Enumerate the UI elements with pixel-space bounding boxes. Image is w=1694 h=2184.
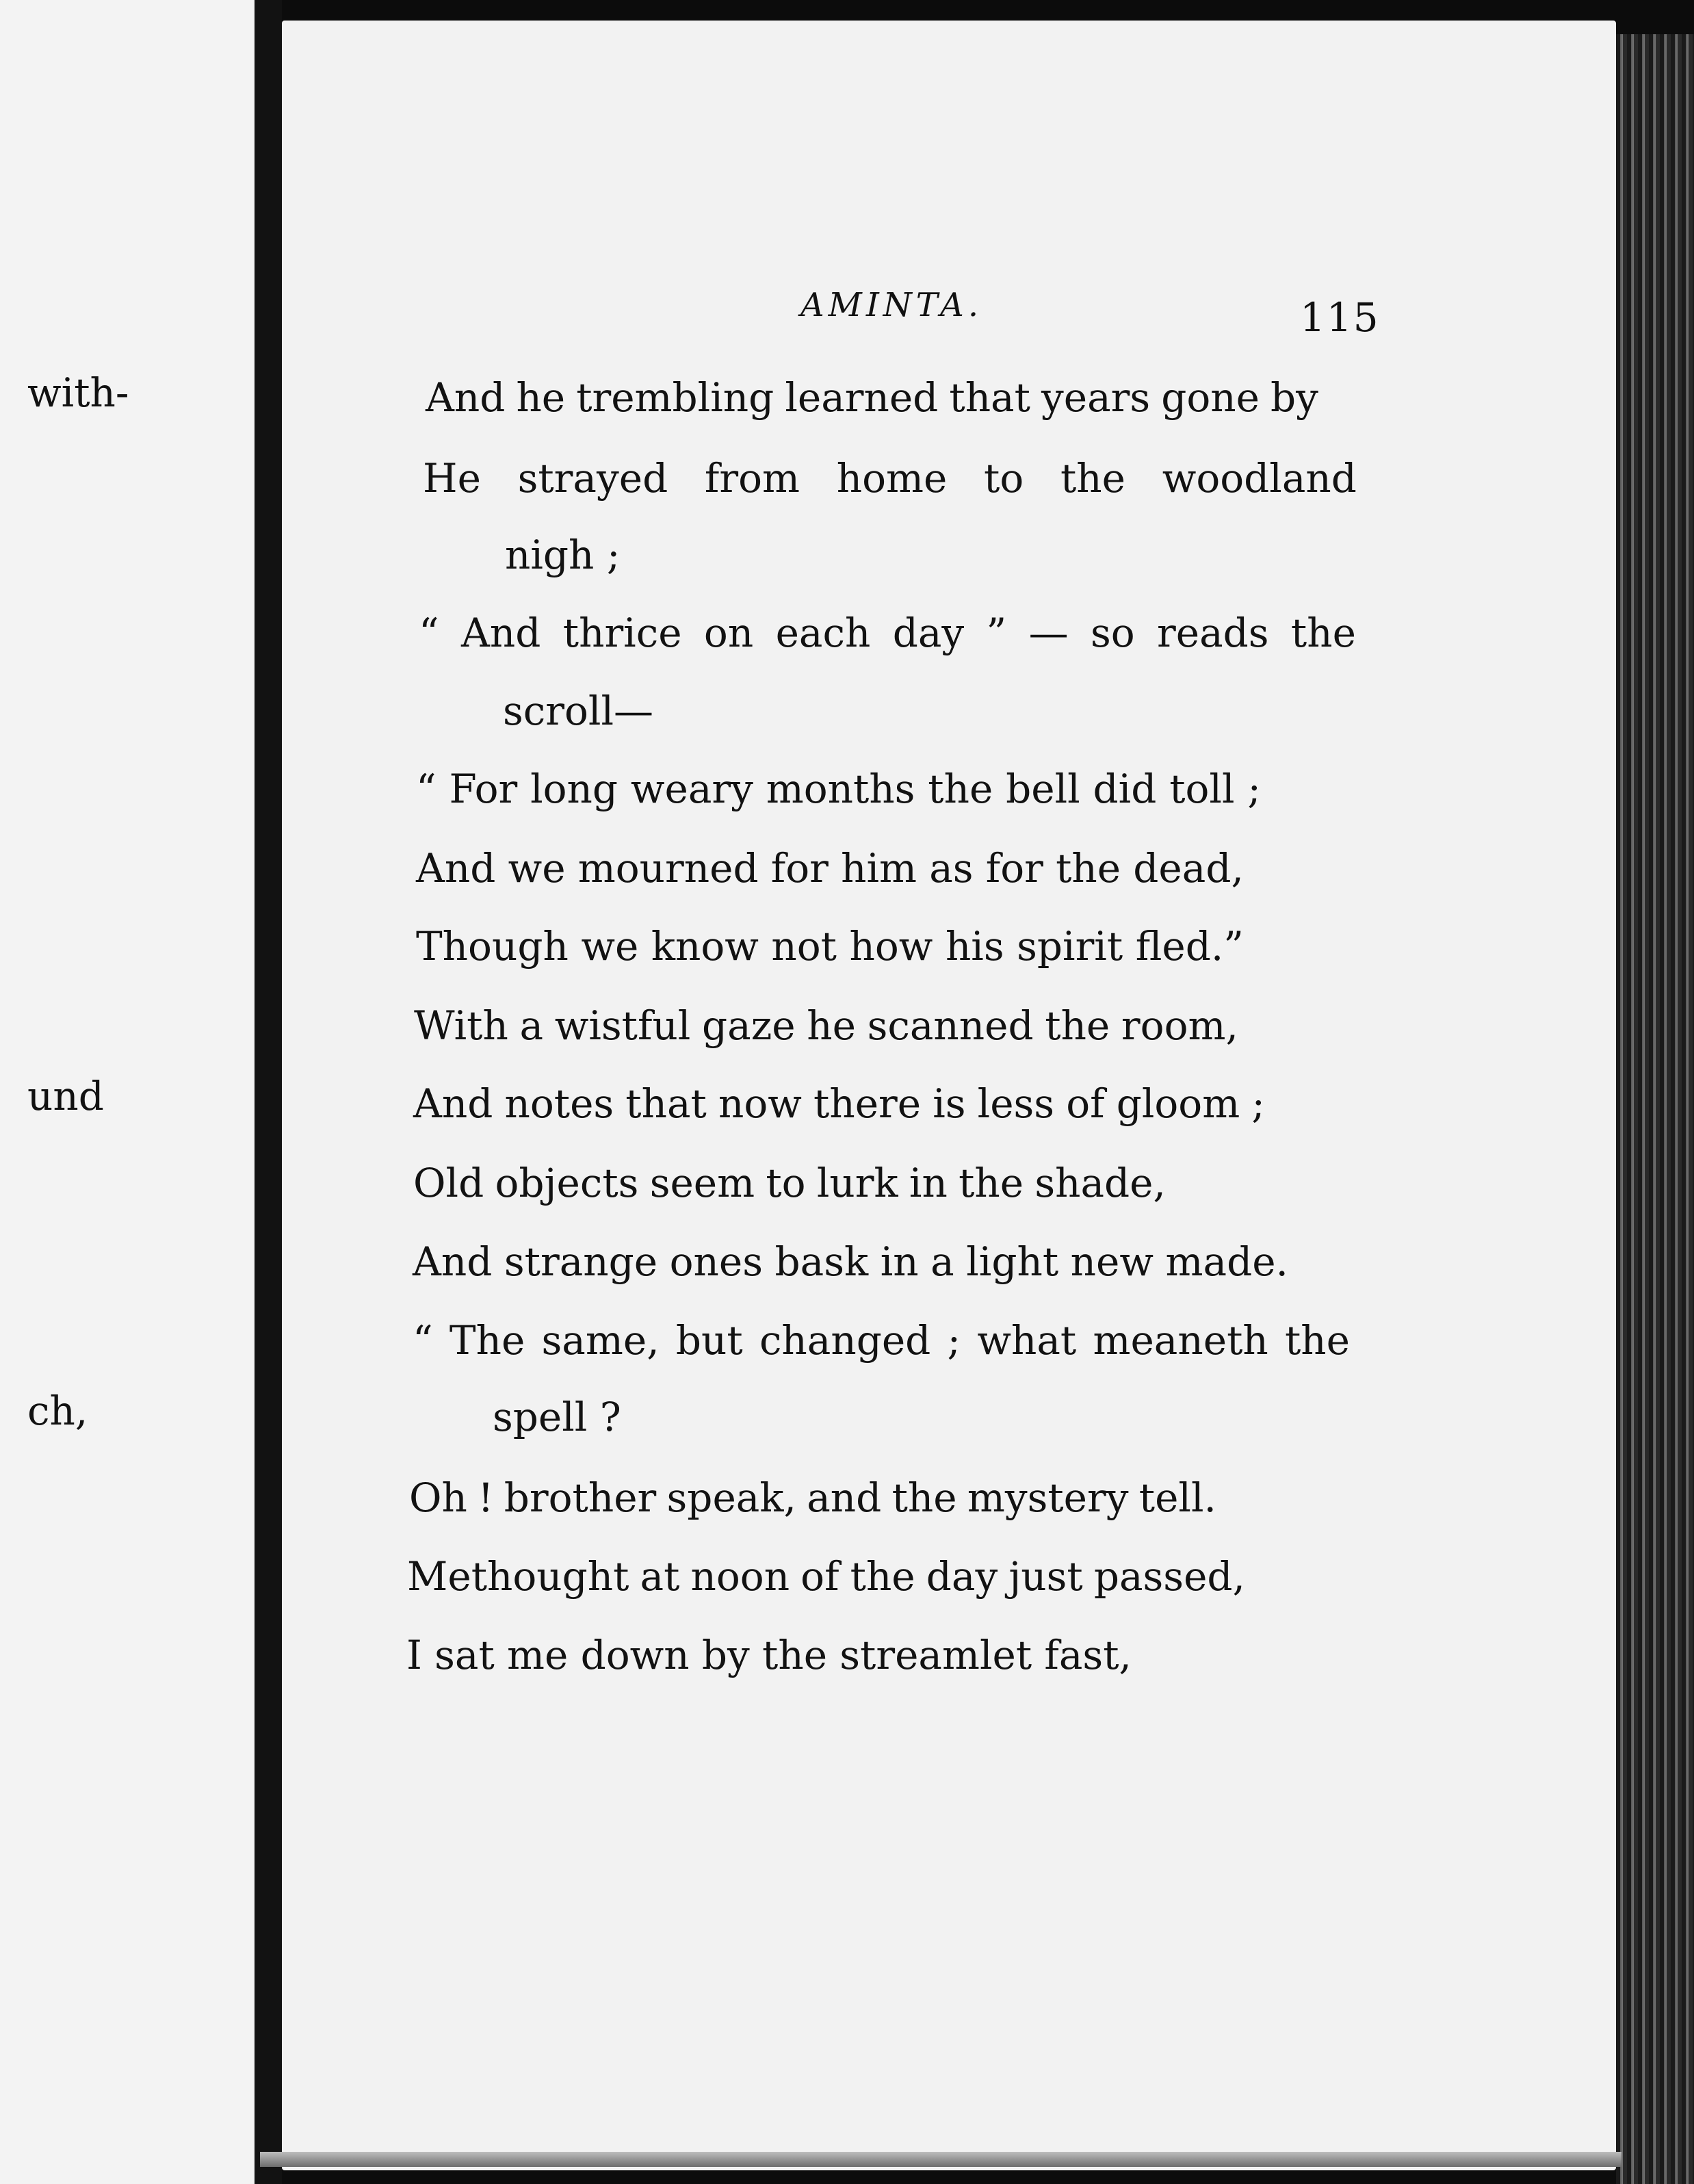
poem-word: in xyxy=(880,1238,919,1285)
poem-word: gloom xyxy=(1116,1080,1240,1127)
poem-word: ; xyxy=(947,1317,961,1364)
poem-word: we xyxy=(581,923,639,970)
poem-word: With xyxy=(414,1002,508,1049)
poem-line xyxy=(416,766,1261,812)
poem-line xyxy=(416,923,1244,970)
poem-word: bell xyxy=(1006,766,1080,812)
poem-word: Old xyxy=(413,1160,484,1206)
poem-line xyxy=(406,1632,1132,1678)
book-page-edges xyxy=(1616,34,1694,2184)
poem-word: brother xyxy=(504,1474,657,1521)
poem-word: years xyxy=(1041,374,1151,421)
poem-word: changed xyxy=(759,1317,931,1364)
poem-word: weary xyxy=(630,766,753,812)
page-number: 115 xyxy=(1300,294,1380,341)
poem-word: Oh xyxy=(409,1474,467,1521)
poem-word: months xyxy=(766,766,915,812)
poem-word: for xyxy=(985,845,1043,892)
poem-word: just xyxy=(1008,1553,1083,1600)
poem-word: strange xyxy=(504,1238,658,1285)
poem-word: how xyxy=(849,923,933,970)
poem-word: down xyxy=(580,1632,690,1678)
left-page-fragment: with- xyxy=(27,369,129,416)
poem-word: the xyxy=(1290,610,1356,656)
poem-line xyxy=(407,1553,1245,1600)
poem-word: light xyxy=(966,1238,1059,1285)
poem-word: of xyxy=(800,1553,839,1600)
poem-word: trembling xyxy=(576,374,774,421)
poem-word: For xyxy=(449,766,518,812)
poem-word: me xyxy=(507,1632,569,1678)
poem-line xyxy=(413,1160,1166,1206)
poem-word: long xyxy=(530,766,618,812)
page-bottom-edge xyxy=(260,2152,1621,2167)
poem-word: what xyxy=(977,1317,1077,1364)
poem-line xyxy=(413,1317,1350,1364)
poem-word: And xyxy=(426,374,506,421)
poem-word: the xyxy=(1056,845,1121,892)
poem-word: a xyxy=(519,1002,544,1049)
poem-word: And xyxy=(413,1238,493,1285)
poem-word: scanned xyxy=(867,1002,1034,1049)
poem-word: the xyxy=(850,1553,915,1600)
poem-word: ; xyxy=(1251,1080,1265,1127)
poem-word: for xyxy=(770,845,829,892)
poem-line xyxy=(414,1002,1238,1049)
poem-word: learned xyxy=(785,374,939,421)
poem-word: each xyxy=(775,610,871,656)
poem-word: And xyxy=(461,610,541,656)
poem-line xyxy=(409,1474,1216,1521)
poem-word: ones xyxy=(669,1238,763,1285)
poem-word: in xyxy=(909,1160,948,1206)
poem-word: of xyxy=(1066,1080,1105,1127)
poem-line: spell ? xyxy=(493,1394,621,1440)
poem-word: fast, xyxy=(1044,1632,1132,1678)
poem-word: that xyxy=(625,1080,707,1127)
poem-word: day xyxy=(926,1553,998,1600)
poem-word: spirit xyxy=(1017,923,1123,970)
poem-word: And xyxy=(416,845,496,892)
poem-word: “ xyxy=(413,1317,433,1364)
poem-word: passed, xyxy=(1093,1553,1245,1600)
poem-word: The xyxy=(449,1317,525,1364)
poem-word: tell. xyxy=(1138,1474,1216,1521)
poem-word: lurk xyxy=(816,1160,898,1206)
poem-word: ; xyxy=(1247,766,1261,812)
poem-word: to xyxy=(984,455,1024,502)
poem-word: strayed xyxy=(517,455,668,502)
poem-word: gaze xyxy=(702,1002,796,1049)
poem-line xyxy=(413,1080,1265,1127)
poem-line xyxy=(413,1238,1288,1285)
poem-word: bask xyxy=(774,1238,869,1285)
poem-word: mystery xyxy=(967,1474,1129,1521)
poem-word: know xyxy=(651,923,759,970)
poem-word: gone xyxy=(1161,374,1260,421)
left-page-fragment: und xyxy=(27,1073,104,1119)
poem-word: now xyxy=(718,1080,802,1127)
poem-word: room, xyxy=(1121,1002,1238,1049)
poem-word: shade, xyxy=(1034,1160,1166,1206)
poem-word: And xyxy=(413,1080,493,1127)
poem-word: we xyxy=(508,845,566,892)
poem-word: a xyxy=(930,1238,954,1285)
poem-word: woodland xyxy=(1162,455,1357,502)
poem-word: by xyxy=(701,1632,750,1678)
poem-word: seem xyxy=(649,1160,755,1206)
poem-word: the xyxy=(959,1160,1024,1206)
poem-word: is xyxy=(933,1080,966,1127)
poem-word: that xyxy=(949,374,1030,421)
running-head: AMINTA. xyxy=(800,286,983,324)
poem-word: objects xyxy=(495,1160,639,1206)
poem-word: his xyxy=(945,923,1004,970)
poem-line xyxy=(416,845,1244,892)
poem-word: made. xyxy=(1165,1238,1288,1285)
poem-word: but xyxy=(675,1317,743,1364)
poem-word: on xyxy=(703,610,754,656)
poem-line xyxy=(426,374,1318,421)
book-gutter xyxy=(255,0,282,2184)
previous-page-edge xyxy=(0,0,255,2184)
poem-word: mourned xyxy=(577,845,759,892)
poem-word: dead, xyxy=(1133,845,1244,892)
poem-word: as xyxy=(929,845,974,892)
poem-word: the xyxy=(891,1474,957,1521)
poem-word: noon xyxy=(690,1553,790,1600)
poem-word: him xyxy=(841,845,917,892)
poem-word: same, xyxy=(541,1317,660,1364)
poem-word: reads xyxy=(1157,610,1269,656)
poem-word: not xyxy=(771,923,837,970)
poem-word: less xyxy=(977,1080,1055,1127)
poem-line: nigh ; xyxy=(505,532,621,578)
poem-word: the xyxy=(762,1632,828,1678)
poem-word: the xyxy=(1045,1002,1110,1049)
poem-word: thrice xyxy=(562,610,682,656)
poem-word: Methought xyxy=(407,1553,629,1600)
poem-word: wistful xyxy=(554,1002,691,1049)
poem-word: — xyxy=(1028,610,1069,656)
poem-word: by xyxy=(1270,374,1318,421)
poem-word: new xyxy=(1070,1238,1154,1285)
poem-word: the xyxy=(1284,1317,1350,1364)
poem-word: Though xyxy=(416,923,569,970)
poem-line xyxy=(419,610,1356,656)
poem-word: fled.” xyxy=(1135,923,1244,970)
poem-word: and xyxy=(807,1474,882,1521)
poem-word: meaneth xyxy=(1093,1317,1268,1364)
poem-word: streamlet xyxy=(839,1632,1032,1678)
poem-word: at xyxy=(640,1553,680,1600)
poem-word: the xyxy=(1060,455,1125,502)
poem-word: I xyxy=(406,1632,422,1678)
poem-word: so xyxy=(1090,610,1135,656)
poem-line: scroll— xyxy=(503,688,653,734)
poem-word: there xyxy=(813,1080,922,1127)
poem-line xyxy=(423,455,1357,502)
poem-word: from xyxy=(704,455,800,502)
left-page-fragment: ch, xyxy=(27,1388,88,1434)
poem-word: “ xyxy=(416,766,436,812)
poem-word: the xyxy=(928,766,993,812)
poem-word: speak, xyxy=(666,1474,796,1521)
poem-word: day xyxy=(892,610,965,656)
poem-word: notes xyxy=(504,1080,614,1127)
poem-word: he xyxy=(516,374,566,421)
poem-word: he xyxy=(807,1002,856,1049)
poem-word: did xyxy=(1093,766,1157,812)
poem-word: “ xyxy=(419,610,439,656)
poem-word: home xyxy=(836,455,948,502)
poem-word: ” xyxy=(986,610,1007,656)
poem-word: sat xyxy=(434,1632,495,1678)
poem-word: He xyxy=(423,455,481,502)
poem-word: to xyxy=(766,1160,806,1206)
poem-word: toll xyxy=(1169,766,1235,812)
poem-word: ! xyxy=(478,1474,494,1521)
